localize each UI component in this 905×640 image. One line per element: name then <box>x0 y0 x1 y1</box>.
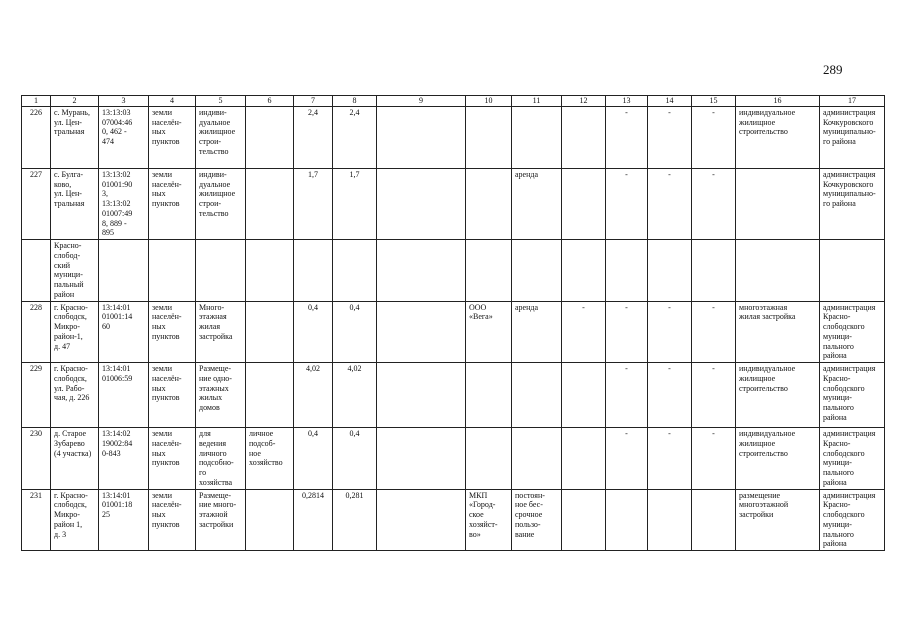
table-cell: 4,02 <box>294 363 333 428</box>
table-cell <box>149 240 196 302</box>
table-cell: 13:14:02 19002:84 0-843 <box>99 428 149 490</box>
table-cell <box>377 428 466 490</box>
table-cell: земли населён- ных пунктов <box>149 168 196 239</box>
table-cell: 13:13:03 07004:46 0, 462 - 474 <box>99 106 149 168</box>
column-number: 4 <box>149 96 196 107</box>
table-cell: Красно- слобод- ский муници- пальный район <box>51 240 99 302</box>
table-cell: администрация Кочкуровского муниципально- го района <box>820 168 885 239</box>
table-row <box>22 363 885 428</box>
table-cell <box>246 168 294 239</box>
table-cell <box>562 240 606 302</box>
table-cell <box>466 168 512 239</box>
table-cell <box>246 301 294 363</box>
table-cell: администрация Красно- слободского муници- пального района <box>820 301 885 363</box>
table-cell <box>606 240 648 302</box>
table-cell <box>246 363 294 428</box>
table-cell: - <box>562 301 606 363</box>
table-cell: - <box>692 301 736 363</box>
table-cell: земли населён- ных пунктов <box>149 428 196 490</box>
table-cell: индиви- дуальное жилищное строи- тельство <box>196 168 246 239</box>
table-cell: 229 <box>22 363 51 428</box>
table-cell: - <box>648 428 692 490</box>
table-cell <box>562 168 606 239</box>
table-cell <box>562 363 606 428</box>
table-cell <box>648 489 692 551</box>
table-cell: 0,4 <box>294 428 333 490</box>
table-cell: 0,4 <box>294 301 333 363</box>
column-number: 8 <box>333 96 377 107</box>
table-cell: 1,7 <box>294 168 333 239</box>
table-cell: Размеще- ние одно- этажных жилых домов <box>196 363 246 428</box>
table-cell: г. Красно- слободск, ул. Рабо- чая, д. 226 <box>51 363 99 428</box>
table-cell: личное подсоб- ное хозяйство <box>246 428 294 490</box>
table-cell <box>377 106 466 168</box>
table-cell: с. Мурань, ул. Цен- тральная <box>51 106 99 168</box>
table-cell: - <box>606 363 648 428</box>
table-cell <box>736 168 820 239</box>
table-cell <box>99 240 149 302</box>
table-cell <box>736 240 820 302</box>
column-number: 6 <box>246 96 294 107</box>
table-cell: аренда <box>512 301 562 363</box>
column-number: 15 <box>692 96 736 107</box>
table-cell: 228 <box>22 301 51 363</box>
table-cell: - <box>648 301 692 363</box>
header-row <box>22 96 885 107</box>
page-number: 289 <box>823 62 843 77</box>
column-number: 1 <box>22 96 51 107</box>
table-cell <box>562 106 606 168</box>
column-number: 12 <box>562 96 606 107</box>
table-cell: 230 <box>22 428 51 490</box>
table-cell <box>246 240 294 302</box>
table-cell: 0,4 <box>333 428 377 490</box>
table-cell <box>466 363 512 428</box>
table-cell <box>606 489 648 551</box>
column-number: 2 <box>51 96 99 107</box>
table-cell <box>333 240 377 302</box>
table-cell <box>648 240 692 302</box>
column-number: 3 <box>99 96 149 107</box>
table-cell: - <box>692 363 736 428</box>
table-cell <box>512 106 562 168</box>
table-row <box>22 428 885 490</box>
table-cell <box>377 168 466 239</box>
table-cell: - <box>606 301 648 363</box>
table-cell: аренда <box>512 168 562 239</box>
table-cell <box>692 240 736 302</box>
table-cell: - <box>648 363 692 428</box>
table-cell <box>512 428 562 490</box>
table-row <box>22 301 885 363</box>
table-cell: 2,4 <box>333 106 377 168</box>
table-cell: г. Красно- слободск, Микро- район-1, д. 47 <box>51 301 99 363</box>
table-cell: 0,4 <box>333 301 377 363</box>
table-cell: индивидуальное жилищное строительство <box>736 363 820 428</box>
table-cell: - <box>606 168 648 239</box>
table-cell: земли населён- ных пунктов <box>149 363 196 428</box>
table-row <box>22 240 885 302</box>
table-cell: Размеще- ние много- этажной застройки <box>196 489 246 551</box>
table-cell <box>466 106 512 168</box>
column-number: 5 <box>196 96 246 107</box>
table-cell: для ведения личного подсобно- го хозяйства <box>196 428 246 490</box>
table-cell <box>246 106 294 168</box>
column-number: 13 <box>606 96 648 107</box>
table-cell: МКП «Город- ское хозяйст- во» <box>466 489 512 551</box>
table-cell: - <box>648 168 692 239</box>
column-number: 11 <box>512 96 562 107</box>
table-cell: земли населён- ных пунктов <box>149 301 196 363</box>
table-cell <box>512 363 562 428</box>
table-cell: администрация Красно- слободского муници- пального района <box>820 428 885 490</box>
table-cell: - <box>692 428 736 490</box>
table-cell: - <box>692 168 736 239</box>
table-cell: администрация Кочкуровского муниципально- го района <box>820 106 885 168</box>
table-cell: 4,02 <box>333 363 377 428</box>
table-cell <box>692 489 736 551</box>
table-cell <box>377 489 466 551</box>
table-cell <box>294 240 333 302</box>
table-cell <box>466 240 512 302</box>
table-cell <box>377 363 466 428</box>
column-number: 7 <box>294 96 333 107</box>
table-cell: Много- этажная жилая застройка <box>196 301 246 363</box>
table-cell: индивидуальное жилищное строительство <box>736 106 820 168</box>
table-cell: ООО «Вега» <box>466 301 512 363</box>
table-cell: с. Булга- ково, ул. Цен- тральная <box>51 168 99 239</box>
table-cell: - <box>648 106 692 168</box>
table-row <box>22 168 885 239</box>
column-number: 10 <box>466 96 512 107</box>
column-number: 14 <box>648 96 692 107</box>
land-plots-table <box>21 95 885 551</box>
column-number: 16 <box>736 96 820 107</box>
table-cell <box>377 301 466 363</box>
table-cell: г. Красно- слободск, Микро- район 1, д. 3 <box>51 489 99 551</box>
table-cell: 13:14:01 01001:14 60 <box>99 301 149 363</box>
table-cell <box>466 428 512 490</box>
table-cell: земли населён- ных пунктов <box>149 489 196 551</box>
table-cell: - <box>692 106 736 168</box>
table-cell: постоян- ное бес- срочное пользо- вание <box>512 489 562 551</box>
column-number: 9 <box>377 96 466 107</box>
table-cell: 13:13:02 01001:90 3, 13:13:02 01007:49 8, 889 - 895 <box>99 168 149 239</box>
table-cell: индивидуальное жилищное строительство <box>736 428 820 490</box>
table-cell <box>562 489 606 551</box>
table-cell: 1,7 <box>333 168 377 239</box>
table-cell: 227 <box>22 168 51 239</box>
table-cell: 231 <box>22 489 51 551</box>
table-cell: индиви- дуальное жилищное строи- тельство <box>196 106 246 168</box>
table-cell: - <box>606 106 648 168</box>
table-cell <box>820 240 885 302</box>
table-cell: администрация Красно- слободского муници- пального района <box>820 489 885 551</box>
table-cell: 13:14:01 01001:18 25 <box>99 489 149 551</box>
table-cell: администрация Красно- слободского муници- пального района <box>820 363 885 428</box>
table-cell: 226 <box>22 106 51 168</box>
table-cell: размещение многоэтажной застройки <box>736 489 820 551</box>
column-number: 17 <box>820 96 885 107</box>
table-cell: 2,4 <box>294 106 333 168</box>
table-cell <box>562 428 606 490</box>
table-cell <box>512 240 562 302</box>
table-cell: 0,281 <box>333 489 377 551</box>
table-cell: 0,2814 <box>294 489 333 551</box>
table-cell: многоэтажная жилая застройка <box>736 301 820 363</box>
table-cell <box>246 489 294 551</box>
table-cell <box>196 240 246 302</box>
table-cell: - <box>606 428 648 490</box>
table-row <box>22 106 885 168</box>
table-cell <box>22 240 51 302</box>
table-row <box>22 489 885 551</box>
table-cell: д. Старое Зубарево (4 участка) <box>51 428 99 490</box>
table-cell: земли населён- ных пунктов <box>149 106 196 168</box>
table-cell <box>377 240 466 302</box>
table-cell: 13:14:01 01006:59 <box>99 363 149 428</box>
